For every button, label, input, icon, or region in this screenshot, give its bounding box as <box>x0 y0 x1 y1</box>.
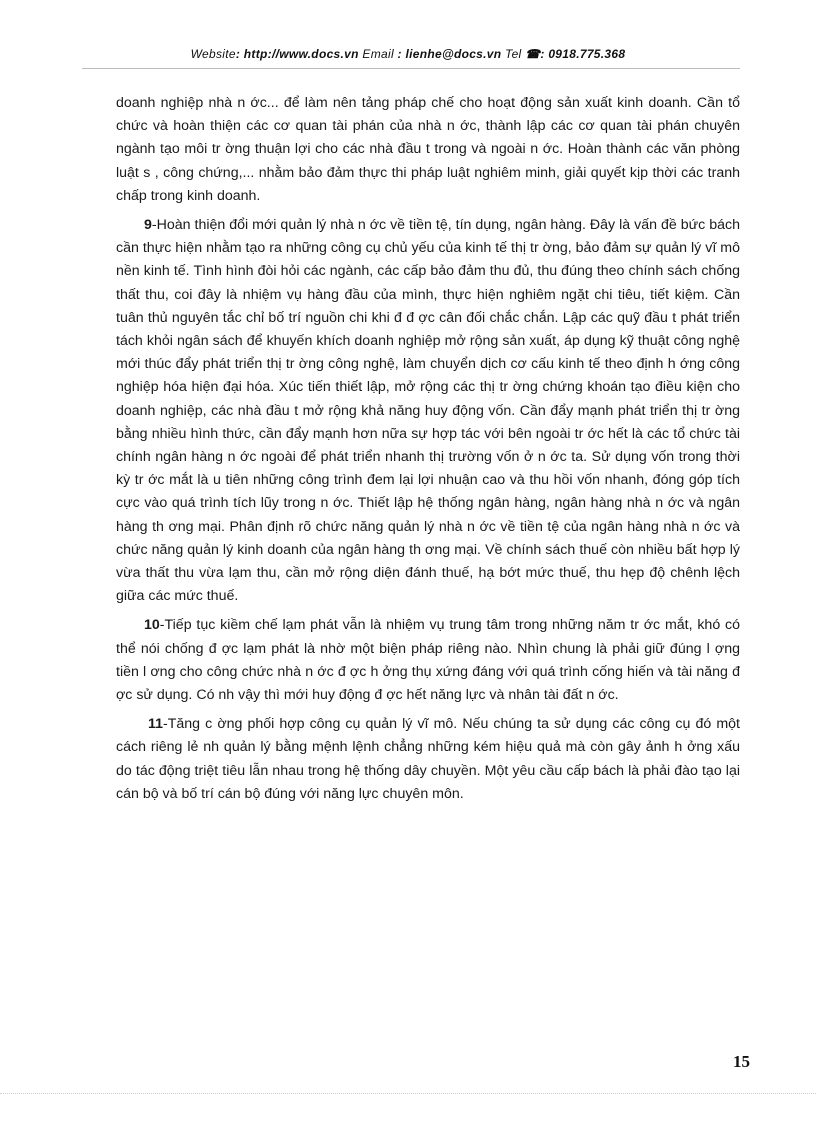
item-number: 11 <box>148 716 163 733</box>
paragraph-text: -Tiếp tục kiềm chế lạm phát vẫn là nhiệm vụ trung tâm trong những năm tr ớc mắt, khó có thể nói chống đ ợc lạm phát là nhờ một biện pháp riêng nào. Nhìn chung là phải giữ đúng l ợng tiền l ơng cho công chức nhà n ớc đ ợc h ởng thụ xứng đáng với quá trình cống hiến và tài năng đ ợc sử dụng. Có nh vậy thì mới huy động đ ợc hết năng lực và nhân tài đất n ớc. <box>116 617 740 704</box>
document-body <box>116 92 740 812</box>
email-address[interactable]: : lienhe@docs.vn <box>393 47 502 61</box>
paragraph-text: -Tăng c ờng phối hợp công cụ quản lý vĩ mô. Nếu chúng ta sử dụng các công cụ đó một cách riêng lẻ nh quản lý bằng mệnh lệnh chẳng những kém hiệu quả mà còn gây ảnh h ởng xấu do tác động triệt tiêu lẫn nhau trong hệ thống dây chuyền. Một yêu cầu cấp bách là phải đào tạo lại cán bộ và bố trí cán bộ đúng với năng lực chuyên môn. <box>116 716 740 802</box>
header-divider <box>82 68 740 69</box>
paragraph-text: -Hoàn thiện đổi mới quản lý nhà n ớc về tiền tệ, tín dụng, ngân hàng. Đây là vấn đề bức bách cần thực hiện nhằm tạo ra những công cụ chủ yếu của kinh tế thị tr ờng, bảo đảm sự quản lý vĩ mô nền kinh tế. Tình hình đòi hỏi các ngành, các cấp bảo đảm thu đủ, thu đúng theo chính sách chống thất thu, coi đây là nhiệm vụ hàng đầu của mình, thực hiện nghiêm ngặt chi tiêu, tiết kiệm. Cần tuân thủ nguyên tắc chỉ bố trí nguồn chi khi đ đ ợc cân đối chắc chắn. Lập các quỹ đầu t phát triển tách khỏi ngân sách để khuyến khích doanh nghiệp mở rộng sản xuất, áp dụng kỹ thuật công nghệ mới thúc đẩy phát triển thị tr ờng công nghệ, làm chuyển dịch cơ cấu kinh tế theo định h ớng công nghiệp hóa hiện đại hóa. Xúc tiến thiết lập, mở rộng các thị tr ờng chứng khoán tạo điều kiện cho doanh nghiệp, các nhà đầu t mở rộng khả năng huy động vốn. Cần đẩy mạnh phát triển thị tr ờng bằng nhiều hình thức, cần đẩy mạnh hơn nữa sự hợp tác với bên ngoài tr ớc hết là các tổ chức tài chính ngân hàng n ớc ngoài để phát triển nhanh thị trường vốn ở n ớc ta. Sử dụng vốn trong thời kỳ tr ớc mắt là u tiên những công trình đem lại lợi nhuận cao và thu hồi vốn nhanh, đóng góp tích cực vào quá trình tích lũy trong n ớc. Thiết lập hệ thống ngân hàng, ngân hàng nhà n ớc và ngân hàng th ơng mại. Phân định rõ chức năng quản lý nhà n ớc về tiền tệ của ngân hàng nhà n ớc và chức năng quản lý kinh doanh của ngân hàng th ơng mại. Về chính sách thuế còn nhiều bất hợp lý vừa thất thu vừa lạm thu, cần mở rộng diện đánh thuế, hạ bớt mức thuế, thu hẹp độ chênh lệch giữa các mức thuế. <box>116 217 740 605</box>
phone-number: ☎: 0918.775.368 <box>525 47 626 61</box>
paragraph-item-10 <box>116 614 740 707</box>
email-label: Email <box>358 47 394 61</box>
website-label: Website <box>190 47 236 61</box>
website-url[interactable]: : http://www.docs.vn <box>235 47 359 61</box>
item-number: 10 <box>144 617 160 634</box>
paragraph-item-9 <box>116 214 740 608</box>
page-header <box>0 47 816 61</box>
tel-label: Tel <box>501 47 526 61</box>
paragraph-continuation: doanh nghiệp nhà n ớc... để làm nên tảng pháp chế cho hoạt động sản xuất kinh doanh. Cần tổ chức và hoàn thiện các cơ quan tài phán của nhà n ớc, thành lập các cơ quan tài phán chuyên ngành tạo môi tr ờng thuận lợi cho các nhà đầu t trong và ngoài n ớc. Hoàn thành các văn phòng luật s , công chứng,... nhằm bảo đảm thực thi pháp luật nghiêm minh, giải quyết kịp thời các tranh chấp trong kinh doanh. <box>116 95 740 204</box>
paragraph-item-11 <box>116 713 740 806</box>
footer-divider <box>0 1093 816 1094</box>
page-number: 15 <box>733 1052 750 1071</box>
item-number: 9 <box>144 217 152 234</box>
